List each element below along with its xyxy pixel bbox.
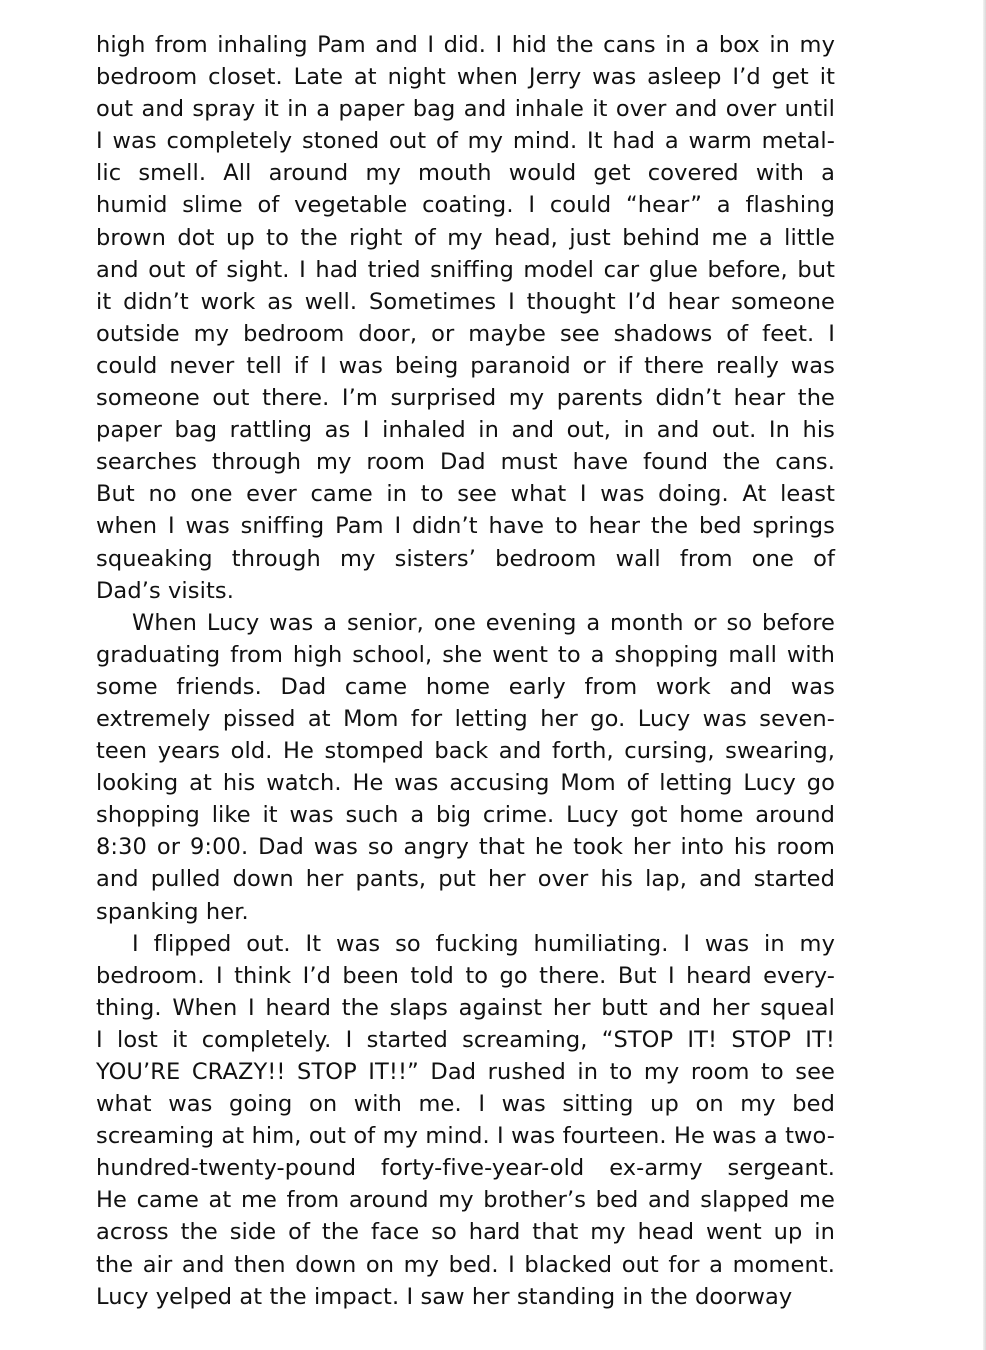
text-line: spanking her. xyxy=(96,898,249,925)
text-line: brown dot up to the right of my head, just behind me a little xyxy=(96,224,835,251)
text-line: I lost it completely. I started screaming, “STOP IT! STOP IT! xyxy=(96,1026,835,1053)
text-line: He came at me from around my brother’s bed and slapped me xyxy=(96,1187,835,1214)
paragraph xyxy=(96,607,835,928)
text-line: someone out there. I’m surprised my parents didn’t hear the xyxy=(96,385,835,412)
text-line: searches through my room Dad must have found the cans. xyxy=(96,449,835,476)
text-line: extremely pissed at Mom for letting her go. Lucy was seven- xyxy=(96,705,835,732)
text-line: 8:30 or 9:00. Dad was so angry that he took her into his room xyxy=(96,834,835,861)
text-line: across the side of the face so hard that my head went up in xyxy=(96,1219,835,1246)
text-line: graduating from high school, she went to a shopping mall with xyxy=(96,641,835,668)
text-line: when I was sniffing Pam I didn’t have to hear the bed springs xyxy=(96,513,835,540)
text-line: humid slime of vegetable coating. I could “hear” a flashing xyxy=(96,192,835,219)
text-line: out and spray it in a paper bag and inhale it over and over until xyxy=(96,96,835,123)
text-line: thing. When I heard the slaps against her butt and her squeal xyxy=(96,994,835,1021)
text-line: and out of sight. I had tried sniffing model car glue before, but xyxy=(96,256,835,283)
text-line: Lucy yelped at the impact. I saw her standing in the doorway xyxy=(96,1283,793,1310)
text-line: paper bag rattling as I inhaled in and out, in and out. In his xyxy=(96,417,835,444)
text-line: But no one ever came in to see what I was doing. At least xyxy=(96,481,835,508)
paragraph xyxy=(96,29,835,607)
text-line: and pulled down her pants, put her over his lap, and started xyxy=(96,866,835,893)
text-line: bedroom closet. Late at night when Jerry was asleep I’d get it xyxy=(96,64,835,91)
text-line: some friends. Dad came home early from work and was xyxy=(96,673,835,700)
paragraph xyxy=(96,928,835,1313)
text-line: the air and then down on my bed. I blacked out for a moment. xyxy=(96,1251,835,1278)
text-line: what was going on with me. I was sitting up on my bed xyxy=(96,1091,835,1118)
text-line: looking at his watch. He was accusing Mom of letting Lucy go xyxy=(96,770,835,797)
text-line: could never tell if I was being paranoid or if there really was xyxy=(96,352,835,379)
text-line: I flipped out. It was so fucking humiliating. I was in my xyxy=(132,930,835,957)
text-line: outside my bedroom door, or maybe see shadows of feet. I xyxy=(96,320,835,347)
text-line: lic smell. All around my mouth would get covered with a xyxy=(96,160,835,187)
text-line: high from inhaling Pam and I did. I hid the cans in a box in my xyxy=(96,32,835,58)
text-line: When Lucy was a senior, one evening a month or so before xyxy=(132,609,835,636)
text-line: Dad’s visits. xyxy=(96,577,234,604)
body-text xyxy=(96,29,835,1313)
text-line: squeaking through my sisters’ bedroom wall from one of xyxy=(96,545,835,572)
text-line: it didn’t work as well. Sometimes I thought I’d hear someone xyxy=(96,288,835,315)
text-line: bedroom. I think I’d been told to go there. But I heard every- xyxy=(96,962,835,989)
text-line: teen years old. He stomped back and forth, cursing, swearing, xyxy=(96,738,835,765)
text-line: screaming at him, out of my mind. I was fourteen. He was a two- xyxy=(96,1123,835,1150)
text-line: YOU’RE CRAZY!! STOP IT!!” Dad rushed in to my room to see xyxy=(96,1059,835,1085)
text-line: I was completely stoned out of my mind. It had a warm metal- xyxy=(96,128,835,155)
text-line: hundred-twenty-pound forty-five-year-old ex-army sergeant. xyxy=(96,1155,835,1182)
text-line: shopping like it was such a big crime. Lucy got home around xyxy=(96,802,835,829)
